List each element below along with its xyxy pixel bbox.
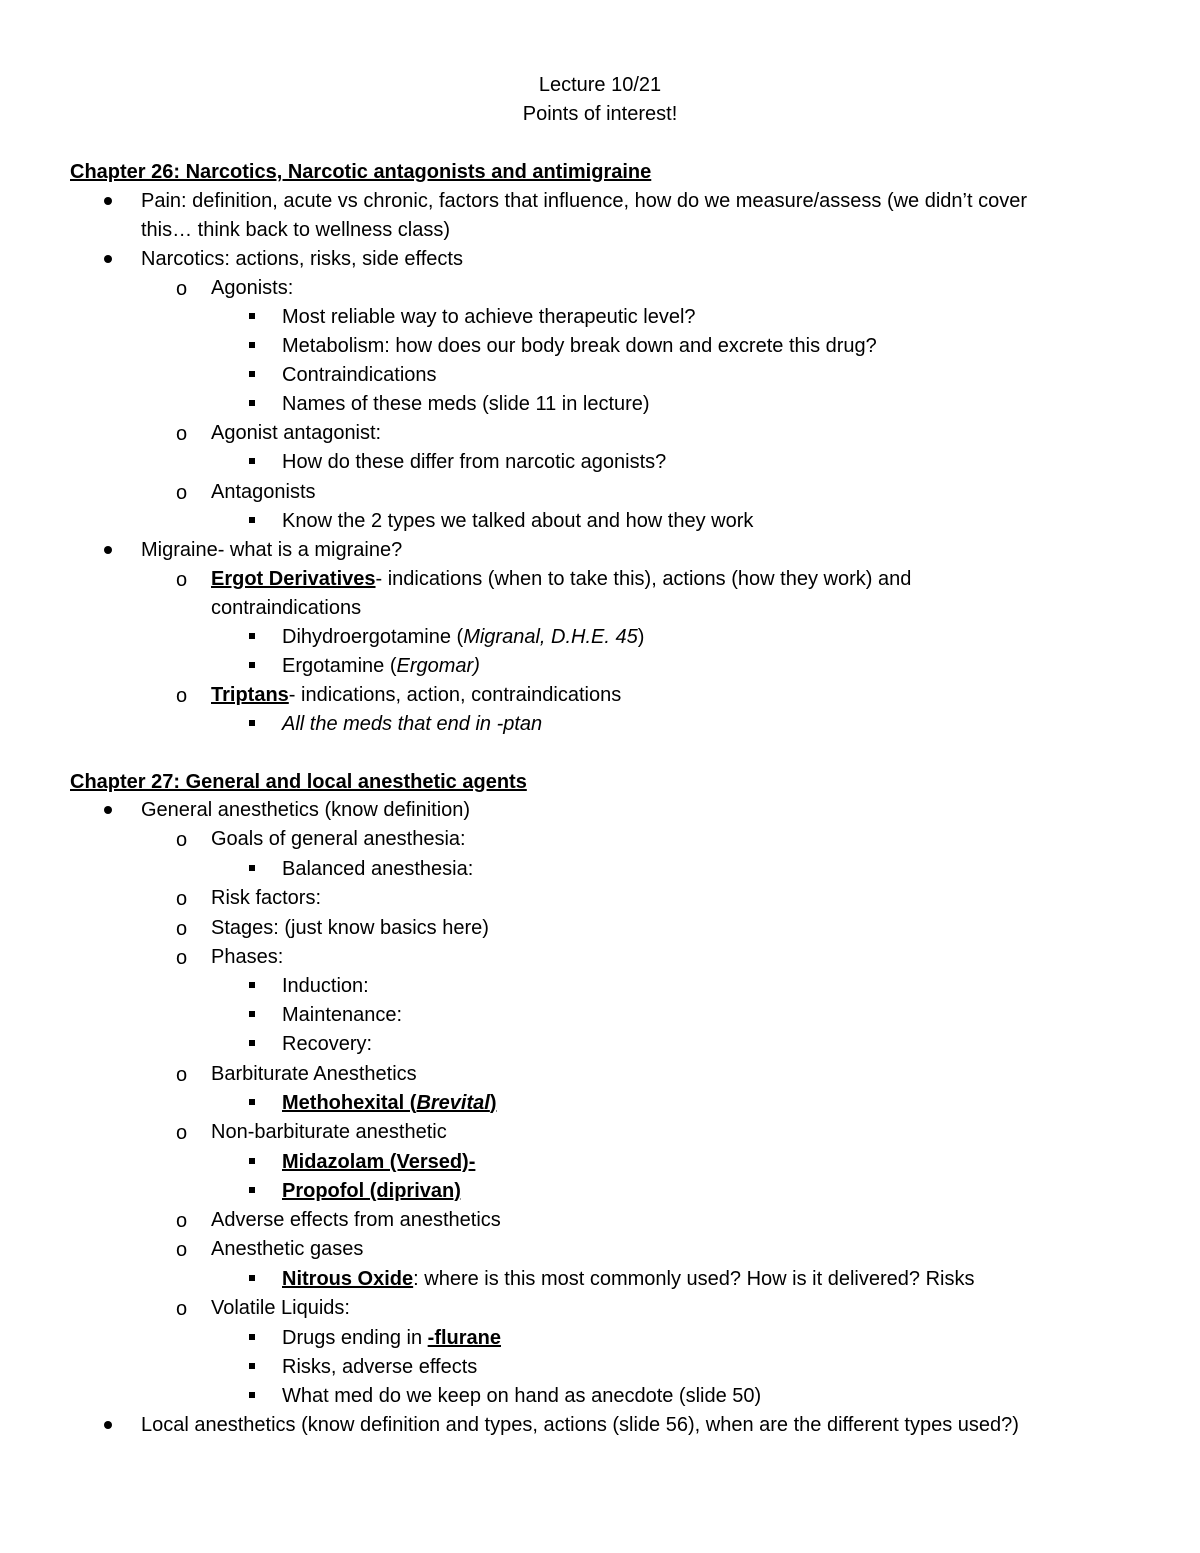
bullet-square-icon <box>249 865 255 871</box>
general-anesthetics-item: General anesthetics (know definition) <box>141 799 471 821</box>
drug-name: Ergotamine ( <box>282 655 397 677</box>
brand-name: Brevital <box>416 1092 490 1114</box>
bullet-circle-icon: o <box>176 947 188 969</box>
nitrous-oxide-term: Nitrous Oxide <box>282 1268 414 1290</box>
goals-item: Goals of general anesthesia: <box>211 828 466 850</box>
risks-item: Risks, adverse effects <box>282 1356 478 1378</box>
doc-title: Lecture 10/21 <box>538 74 662 96</box>
migraine-item: Migraine- what is a migraine? <box>141 539 403 561</box>
local-anesthetics-item: Local anesthetics (know definition and types, actions (slide 56), when are the different types used?) <box>141 1414 1019 1436</box>
bullet-disc-icon <box>104 197 112 205</box>
agonists-item: Agonists: <box>211 277 294 299</box>
bullet-square-icon <box>249 1099 255 1105</box>
bullet-square-icon <box>249 1392 255 1398</box>
non-barbiturate-item: Non-barbiturate anesthetic <box>211 1121 447 1143</box>
methohexital-item <box>282 1091 497 1115</box>
maintenance-item: Maintenance: <box>282 1004 403 1026</box>
agonist-subitem: Contraindications <box>282 364 437 386</box>
bullet-circle-icon: o <box>176 1210 188 1232</box>
triptans-note: All the meds that end in -ptan <box>282 713 543 735</box>
bullet-circle-icon: o <box>176 1298 188 1320</box>
bullet-square-icon <box>249 633 255 639</box>
bullet-square-icon <box>249 371 255 377</box>
bullet-circle-icon: o <box>176 423 188 445</box>
agonist-antagonist-item: Agonist antagonist: <box>211 422 382 444</box>
bullet-square-icon <box>249 458 255 464</box>
nitrous-oxide-description: : where is this most commonly used? How is it delivered? Risks <box>413 1268 975 1290</box>
agonist-subitem: Most reliable way to achieve therapeutic level? <box>282 306 696 328</box>
flurane-term: -flurane <box>427 1327 501 1349</box>
bullet-square-icon <box>249 1187 255 1193</box>
stages-item: Stages: (just know basics here) <box>211 917 489 939</box>
bullet-circle-icon: o <box>176 1064 188 1086</box>
chapter-26-heading: Chapter 26: Narcotics, Narcotic antagonists and antimigraine <box>70 161 652 183</box>
agonist-subitem: Names of these meds (slide 11 in lecture) <box>282 393 650 415</box>
ergot-derivatives-term: Ergot Derivatives <box>211 568 376 590</box>
bullet-square-icon <box>249 982 255 988</box>
bullet-circle-icon: o <box>176 278 188 300</box>
agonist-antagonist-subitem: How do these differ from narcotic agonists? <box>282 451 667 473</box>
flurane-item <box>282 1326 501 1350</box>
propofol-item: Propofol (diprivan) <box>282 1180 461 1202</box>
phases-item: Phases: <box>211 946 284 968</box>
bullet-circle-icon: o <box>176 1239 188 1261</box>
bullet-circle-icon: o <box>176 569 188 591</box>
narcotics-item: Narcotics: actions, risks, side effects <box>141 248 463 270</box>
anesthetic-gases-item: Anesthetic gases <box>211 1238 364 1260</box>
drug-name: Methohexital ( <box>282 1092 417 1114</box>
brand-name: Migranal, D.H.E. 45 <box>463 626 638 648</box>
bullet-square-icon <box>249 1158 255 1164</box>
bullet-square-icon <box>249 400 255 406</box>
risk-factors-item: Risk factors: <box>211 887 322 909</box>
ergot-description: - indications (when to take this), actions (how they work) and <box>375 568 912 590</box>
bullet-square-icon <box>249 1334 255 1340</box>
bullet-circle-icon: o <box>176 685 188 707</box>
bullet-disc-icon <box>104 806 112 814</box>
pain-item: Pain: definition, acute vs chronic, factors that influence, how do we measure/assess (we didn’t cover <box>141 190 1028 212</box>
agonist-subitem: Metabolism: how does our body break down and excrete this drug? <box>282 335 877 357</box>
barbiturate-item: Barbiturate Anesthetics <box>211 1063 417 1085</box>
triptans-description: - indications, action, contraindications <box>288 684 622 706</box>
bullet-circle-icon: o <box>176 888 188 910</box>
bullet-square-icon <box>249 1275 255 1281</box>
bullet-square-icon <box>249 1363 255 1369</box>
bullet-disc-icon <box>104 255 112 263</box>
balanced-anesthesia-item: Balanced anesthesia: <box>282 858 474 880</box>
bullet-circle-icon: o <box>176 829 188 851</box>
volatile-liquids-item: Volatile Liquids: <box>211 1297 350 1319</box>
antagonists-subitem: Know the 2 types we talked about and how they work <box>282 510 754 532</box>
bullet-circle-icon: o <box>176 482 188 504</box>
triptans-term: Triptans <box>211 684 289 706</box>
chapter-27-heading: Chapter 27: General and local anesthetic agents <box>70 771 527 793</box>
ergot-item-continued: contraindications <box>211 597 362 619</box>
induction-item: Induction: <box>282 975 369 997</box>
bullet-square-icon <box>249 1011 255 1017</box>
anecdote-item: What med do we keep on hand as anecdote (slide 50) <box>282 1385 762 1407</box>
ergot-item <box>211 567 911 591</box>
adverse-effects-item: Adverse effects from anesthetics <box>211 1209 501 1231</box>
bullet-square-icon <box>249 720 255 726</box>
bullet-square-icon <box>249 662 255 668</box>
triptans-item <box>211 683 621 707</box>
brand-name: Ergomar) <box>396 655 480 677</box>
recovery-item: Recovery: <box>282 1033 373 1055</box>
bullet-circle-icon: o <box>176 1122 188 1144</box>
bullet-disc-icon <box>104 546 112 554</box>
nitrous-oxide-item <box>282 1267 974 1291</box>
flurane-prefix: Drugs ending in <box>282 1327 428 1349</box>
dihydroergotamine-item <box>282 625 644 649</box>
midazolam-item: Midazolam (Versed)- <box>282 1151 476 1173</box>
bullet-square-icon <box>249 342 255 348</box>
antagonists-item: Antagonists <box>211 481 316 503</box>
bullet-square-icon <box>249 313 255 319</box>
paren: ) <box>489 1092 497 1114</box>
ergotamine-item <box>282 654 480 678</box>
paren: ) <box>637 626 645 648</box>
bullet-square-icon <box>249 517 255 523</box>
bullet-disc-icon <box>104 1421 112 1429</box>
pain-item-continued: this… think back to wellness class) <box>141 219 451 241</box>
drug-name: Dihydroergotamine ( <box>282 626 464 648</box>
bullet-square-icon <box>249 1040 255 1046</box>
bullet-circle-icon: o <box>176 918 188 940</box>
doc-subtitle: Points of interest! <box>522 103 678 125</box>
